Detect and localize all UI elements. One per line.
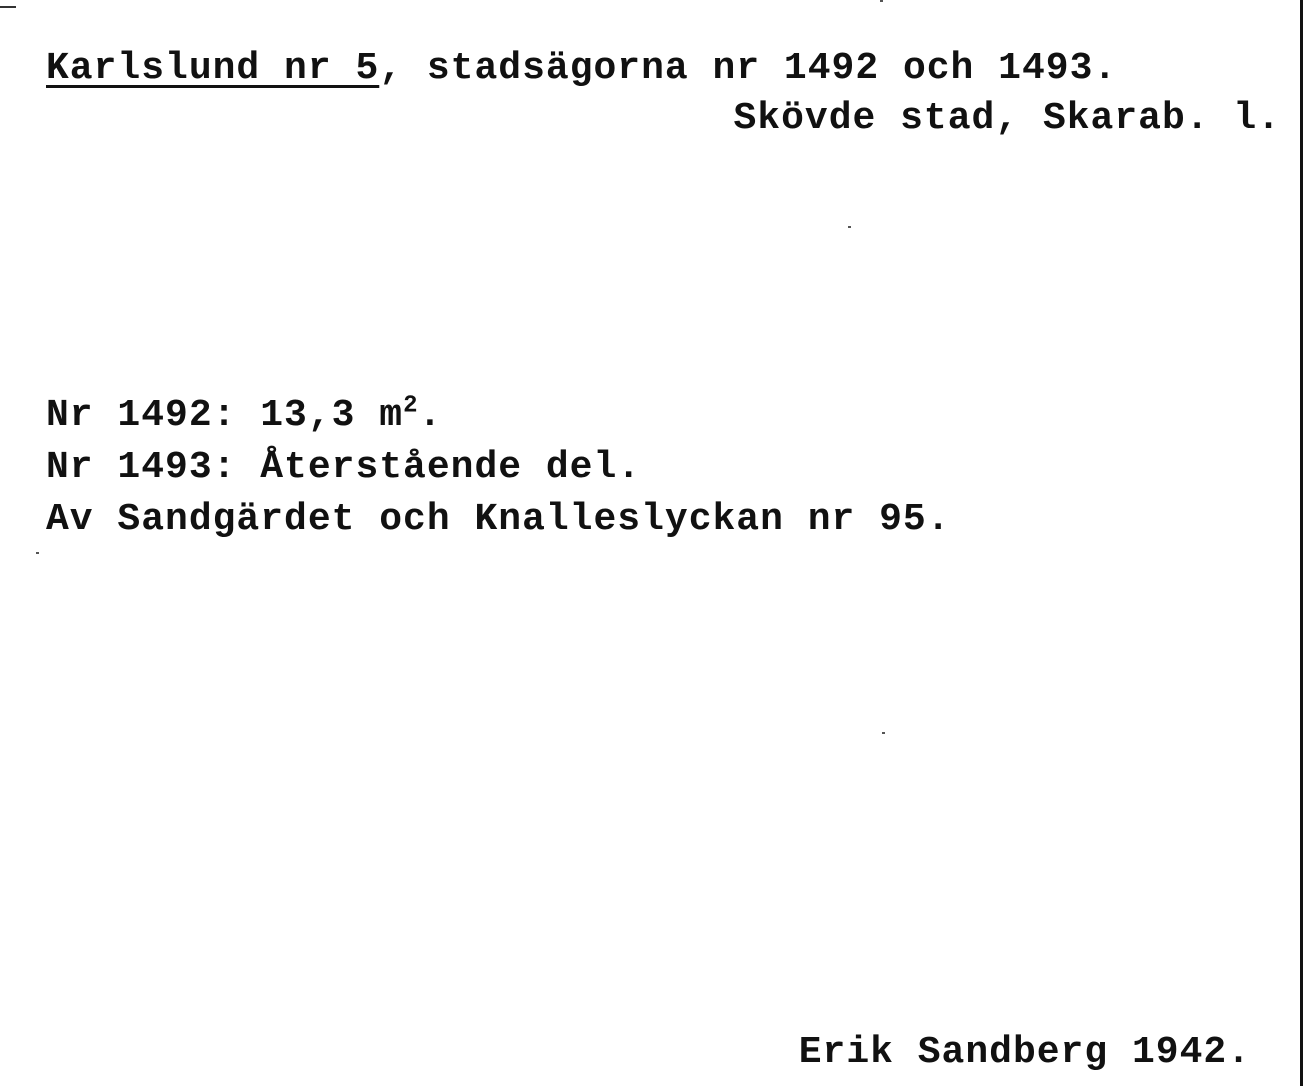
property-heading	[46, 46, 1117, 92]
detail-line-3: Av Sandgärdet och Knalleslyckan nr 95.	[46, 498, 951, 541]
card-edge	[1300, 0, 1303, 1086]
property-name: Karlslund nr 5	[46, 47, 380, 90]
detail-line-1-suffix: .	[418, 394, 443, 437]
area-superscript: 2	[403, 392, 419, 420]
speck	[882, 732, 885, 734]
signature: Erik Sandberg 1942.	[798, 1031, 1251, 1074]
detail-line-1	[46, 390, 951, 442]
detail-line-2: Nr 1493: Återstående del.	[46, 446, 642, 489]
speck	[848, 226, 851, 228]
speck	[36, 552, 39, 554]
property-heading-rest: , stadsägorna nr 1492 och 1493.	[379, 47, 1118, 90]
location-line: Skövde stad, Skarab. l.	[733, 97, 1281, 140]
speck	[880, 0, 883, 2]
detail-line-1-text: Nr 1492: 13,3 m	[46, 394, 404, 437]
details-block	[46, 390, 951, 546]
corner-mark	[0, 6, 16, 8]
